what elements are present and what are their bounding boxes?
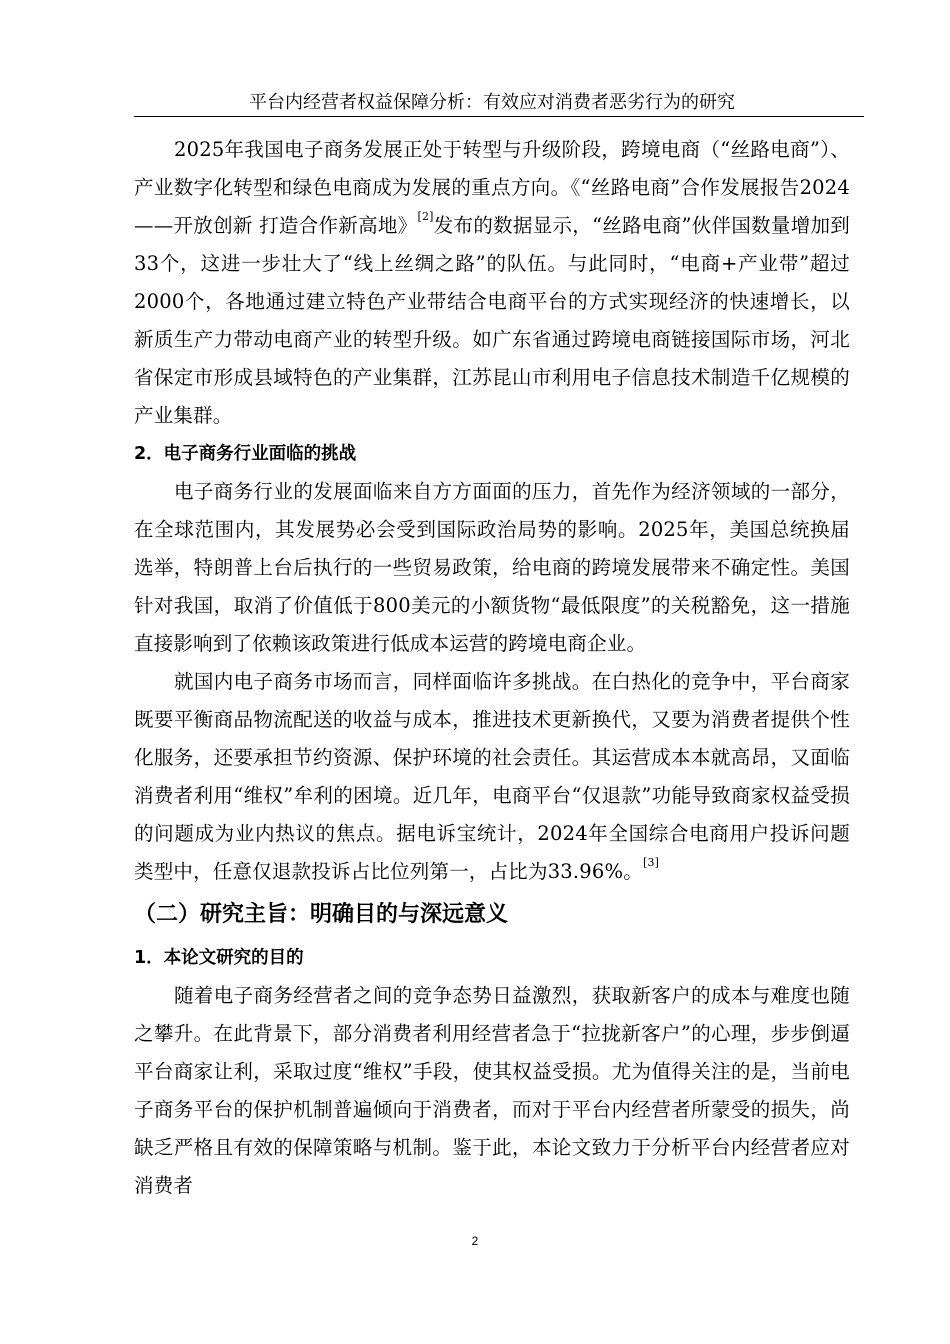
subsection-heading-objective: 1．本论文研究的目的 (134, 948, 304, 968)
page-content (134, 131, 850, 1205)
paragraph-ecommerce-development (134, 131, 850, 435)
paragraph-research-objective: 随着电子商务经营者之间的竞争态势日益激烈，获取新客户的成本与难度也随之攀升。在此背景下，部分消费者利用经营者急于“拉拢新客户”的心理，步步倒逼平台商家让利，采取过度“维权”手段，使其权益受损。尤为值得关注的是，当前电子商务平台的保护机制普遍倾向于消费者，而对于平台内经营者所蒙受的损失，尚缺乏严格且有效的保障策略与机制。鉴于此，本论文致力于分析平台内经营者应对消费者 (134, 984, 850, 1197)
section-heading-research-purpose: （二）研究主旨：明确目的与深远意义 (134, 902, 509, 927)
section-heading-challenges: 2．电子商务行业面临的挑战 (134, 444, 357, 464)
citation-ref[interactable]: [2] (417, 210, 434, 223)
paragraph-text: 就国内电子商务市场而言，同样面临许多挑战。在白热化的竞争中，平台商家既要平衡商品物流配送的收益与成本，推进技术更新换代，又要为消费者提供个性化服务，还要承担节约资源、保护环境的社会责任。其运营成本本就高昂，又面临消费者利用“维权”牟利的困境。近几年，电商平台“仅退款”功能导致商家权益受损的问题成为业内热议的焦点。据电诉宝统计，2024年全国综合电商用户投诉问题类型中，任意仅退款投诉占比位列第一，占比为33.96%。 (134, 670, 850, 883)
header-rule (134, 116, 864, 117)
citation-ref[interactable]: [3] (642, 856, 660, 869)
paragraph-domestic-market (134, 663, 850, 891)
page-number: 2 (471, 1234, 479, 1248)
paragraph-text: 2025年我国电子商务发展正处于转型与升级阶段，跨境电商（“丝路电商”）、产业数字化转型和绿色电商成为发展的重点方向。《“丝路电商”合作发展报告2024——开放创新 打造合作新高地》 (134, 138, 850, 237)
running-header-title: 平台内经营者权益保障分析：有效应对消费者恶劣行为的研究 (249, 92, 735, 113)
paragraph-text-continued: 发布的数据显示，“丝路电商”伙伴国数量增加到33个，这进一步壮大了“线上丝绸之路”的队伍。与此同时，“电商+产业带”超过2000个，各地通过建立特色产业带结合电商平台的方式实现经济的快速增长，以新质生产力带动电商产业的转型升级。如广东省通过跨境电商链接国际市场，河北省保定市形成县域特色的产业集群，江苏昆山市利用电子信息技术制造千亿规模的产业集群。 (134, 214, 850, 427)
paragraph-international-pressure: 电子商务行业的发展面临来自方方面面的压力，首先作为经济领域的一部分，在全球范围内，其发展势必会受到国际政治局势的影响。2025年，美国总统换届选举，特朗普上台后执行的一些贸易政策，给电商的跨境发展带来不确定性。美国针对我国，取消了价值低于800美元的小额货物“最低限度”的关税豁免，这一措施直接影响到了依赖该政策进行低成本运营的跨境电商企业。 (134, 480, 850, 655)
